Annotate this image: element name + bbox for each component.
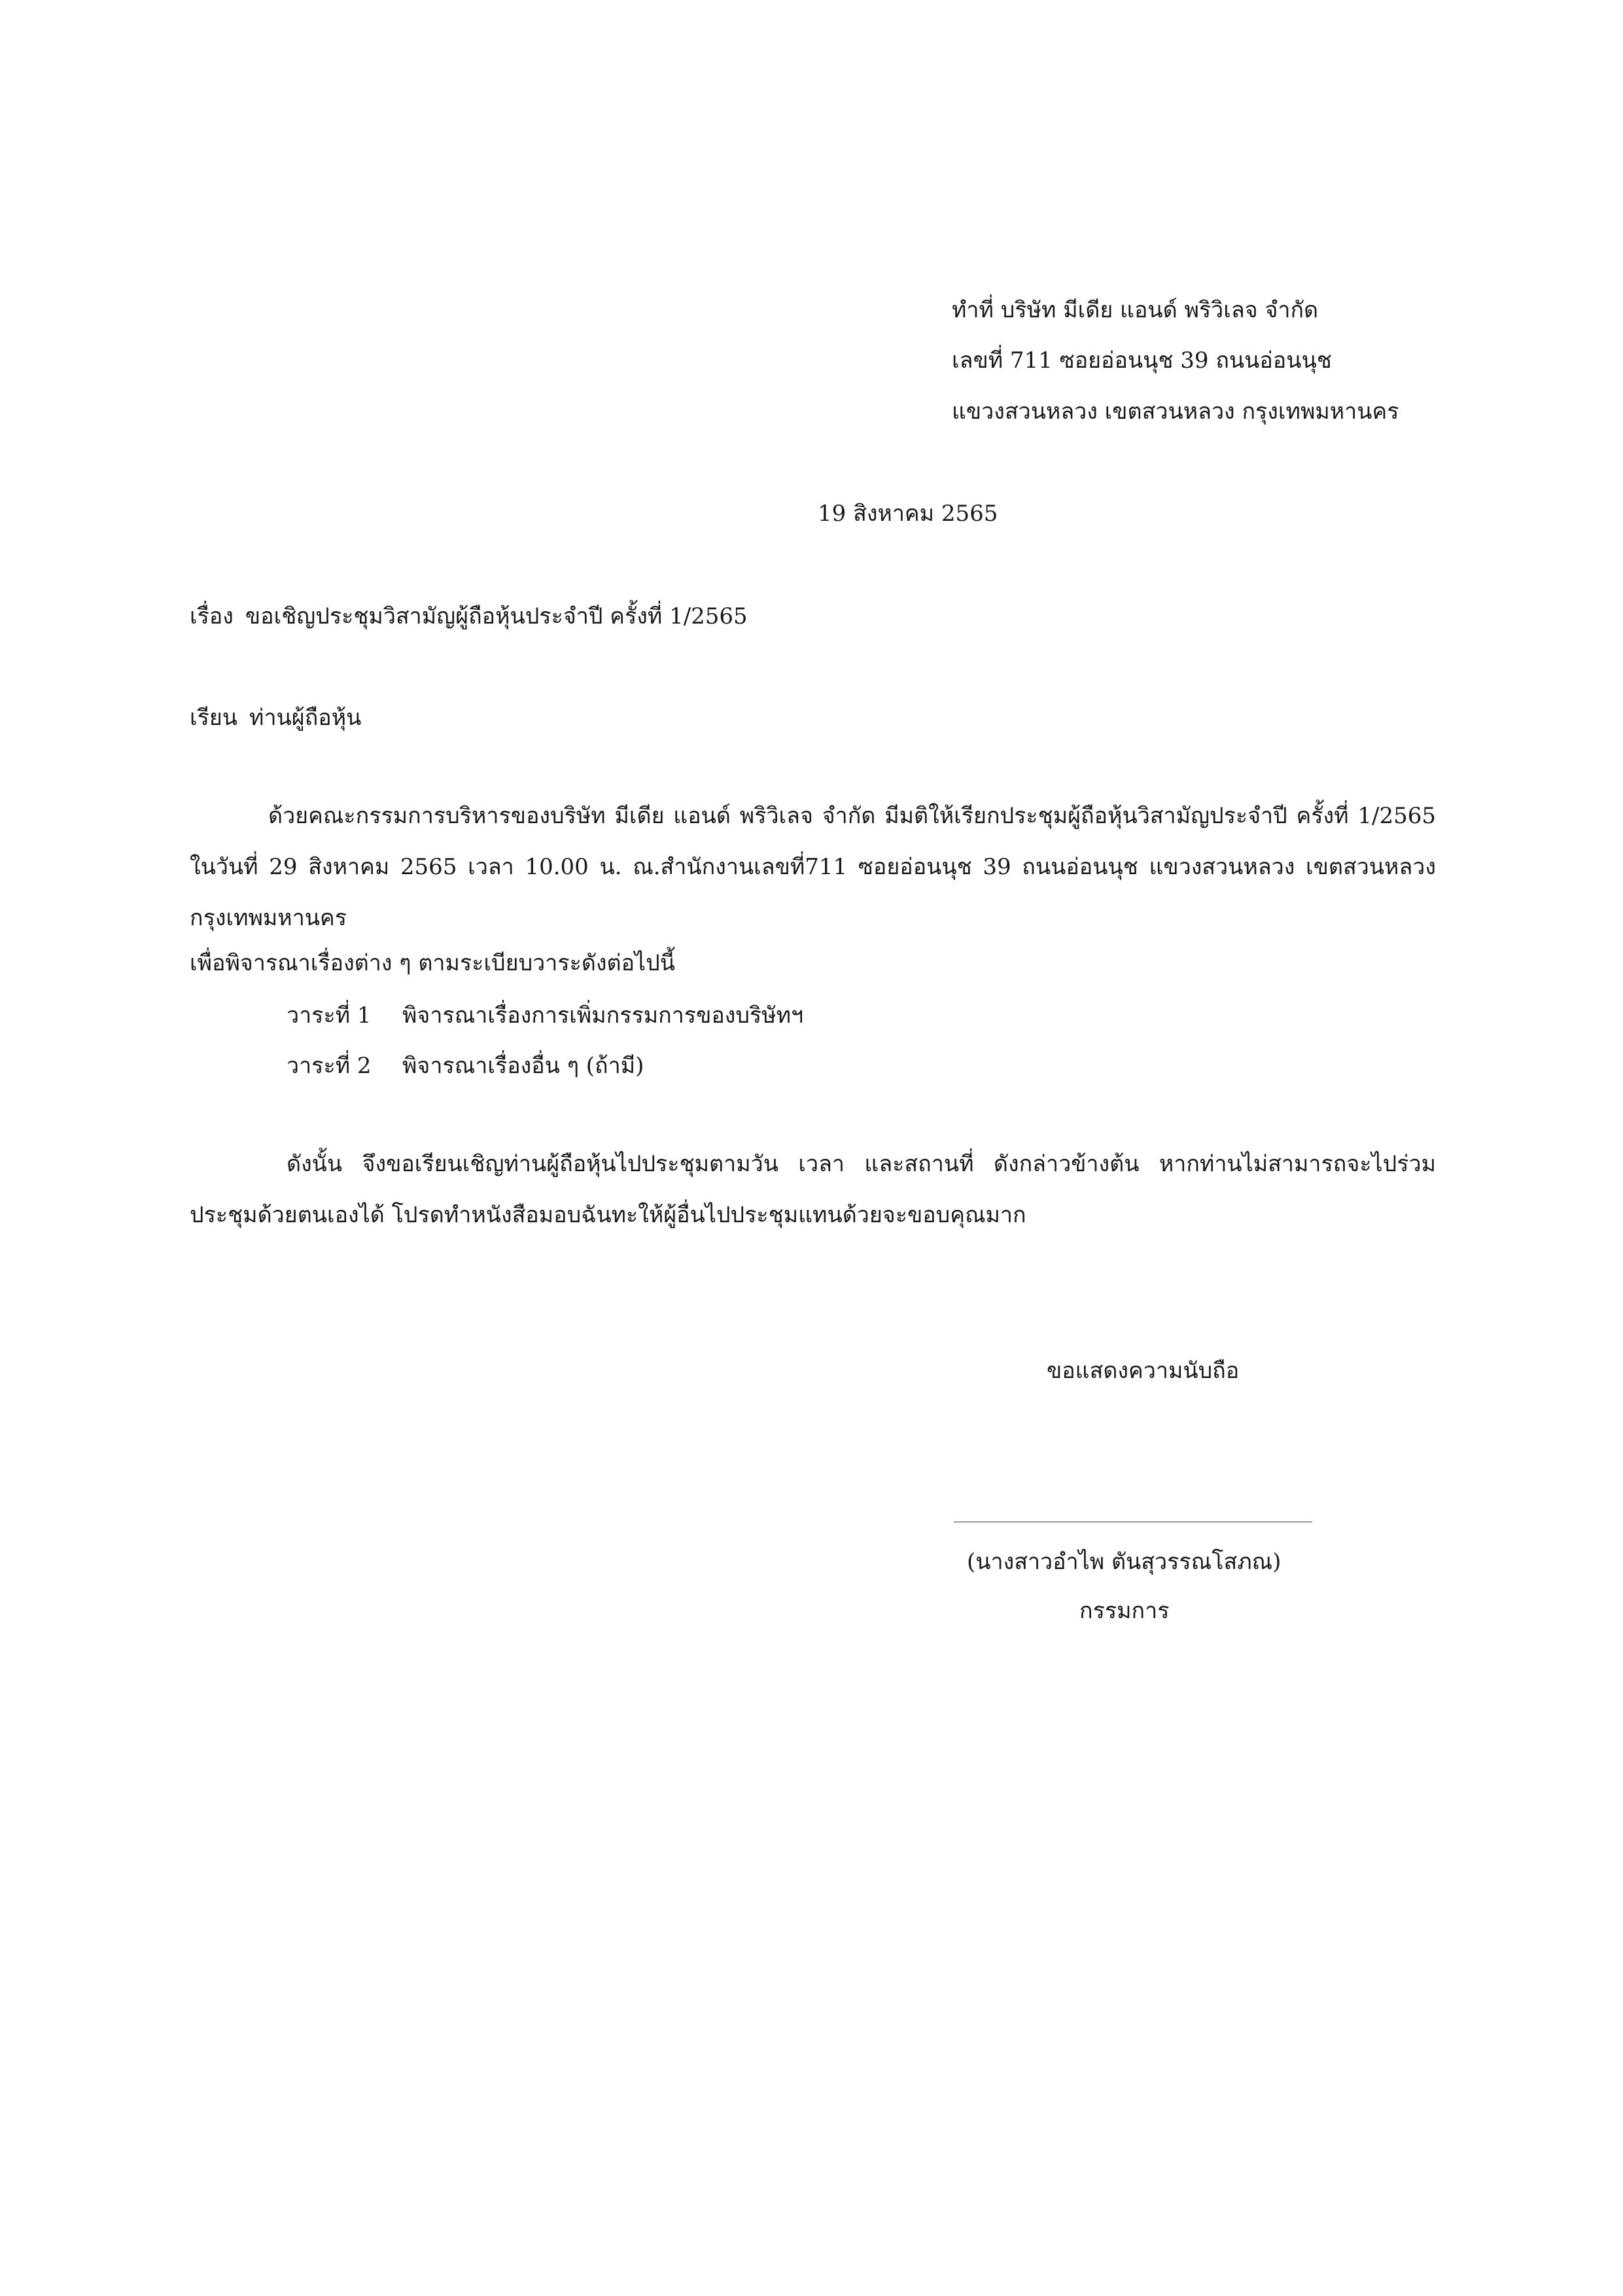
address-line-3: แขวงสวนหลวง เขตสวนหลวง กรุงเทพมหานคร <box>952 398 1399 425</box>
address-line-1: ทำที่ บริษัท มีเดีย แอนด์ พริวิเลจ จำกัด <box>952 297 1319 323</box>
signature-line <box>954 1521 1312 1523</box>
salutation-text: ท่านผู้ถือหุ้น <box>249 705 362 731</box>
body-paragraph-2: ดังนั้น จึงขอเรียนเชิญท่านผู้ถือหุ้นไปประชุมตามวัน เวลา และสถานที่ ดังกล่าวข้างต้น หากท่านไม่สามารถจะไปร่วมประชุมด้วยตนเองได้ โปรดทำหนังสือมอบฉันทะให้ผู้อื่นไปประชุมแทนด้วยจะขอบคุณมาก <box>190 1151 1436 1228</box>
purpose-line: เพื่อพิจารณาเรื่องต่าง ๆ ตามระเบียบวาระดังต่อไปนี้ <box>190 950 675 976</box>
subject-label: เรื่อง <box>190 603 234 629</box>
agenda-item-1-text: พิจารณาเรื่องการเพิ่มกรรมการของบริษัทฯ <box>402 1002 804 1029</box>
closing-line: ขอแสดงความนับถือ <box>1047 1358 1240 1384</box>
signatory-name: (นางสาวอำไพ ตันสุวรรณโสภณ) <box>967 1549 1282 1575</box>
agenda-item-1-number: วาระที่ 1 <box>287 1002 372 1029</box>
signatory-title: กรรมการ <box>1079 1598 1170 1624</box>
salutation-label: เรียน <box>190 705 238 731</box>
subject-line <box>190 602 748 631</box>
letter-date: 19 สิงหาคม 2565 <box>818 501 998 527</box>
agenda-item-2-number: วาระที่ 2 <box>287 1053 372 1079</box>
salutation-line <box>190 703 361 732</box>
agenda-item-2-text: พิจารณาเรื่องอื่น ๆ (ถ้ามี) <box>402 1053 644 1079</box>
body-paragraph-1: ด้วยคณะกรรมการบริหารของบริษัท มีเดีย แอนด์ พริวิเลจ จำกัด มีมติให้เรียกประชุมผู้ถือหุ้นวิสามัญประจำปี ครั้งที่ 1/2565 ในวันที่ 29 สิงหาคม 2565 เวลา 10.00 น. ณ.สำนักงานเลขที่711 ซอยอ่อนนุช 39 ถนนอ่อนนุช แขวงสวนหลวง เขตสวนหลวง กรุงเทพมหานคร <box>190 803 1436 931</box>
address-line-2: เลขที่ 711 ซอยอ่อนนุช 39 ถนนอ่อนนุช <box>952 347 1332 374</box>
subject-text: ขอเชิญประชุมวิสามัญผู้ถือหุ้นประจำปี ครั้งที่ 1/2565 <box>245 603 748 629</box>
